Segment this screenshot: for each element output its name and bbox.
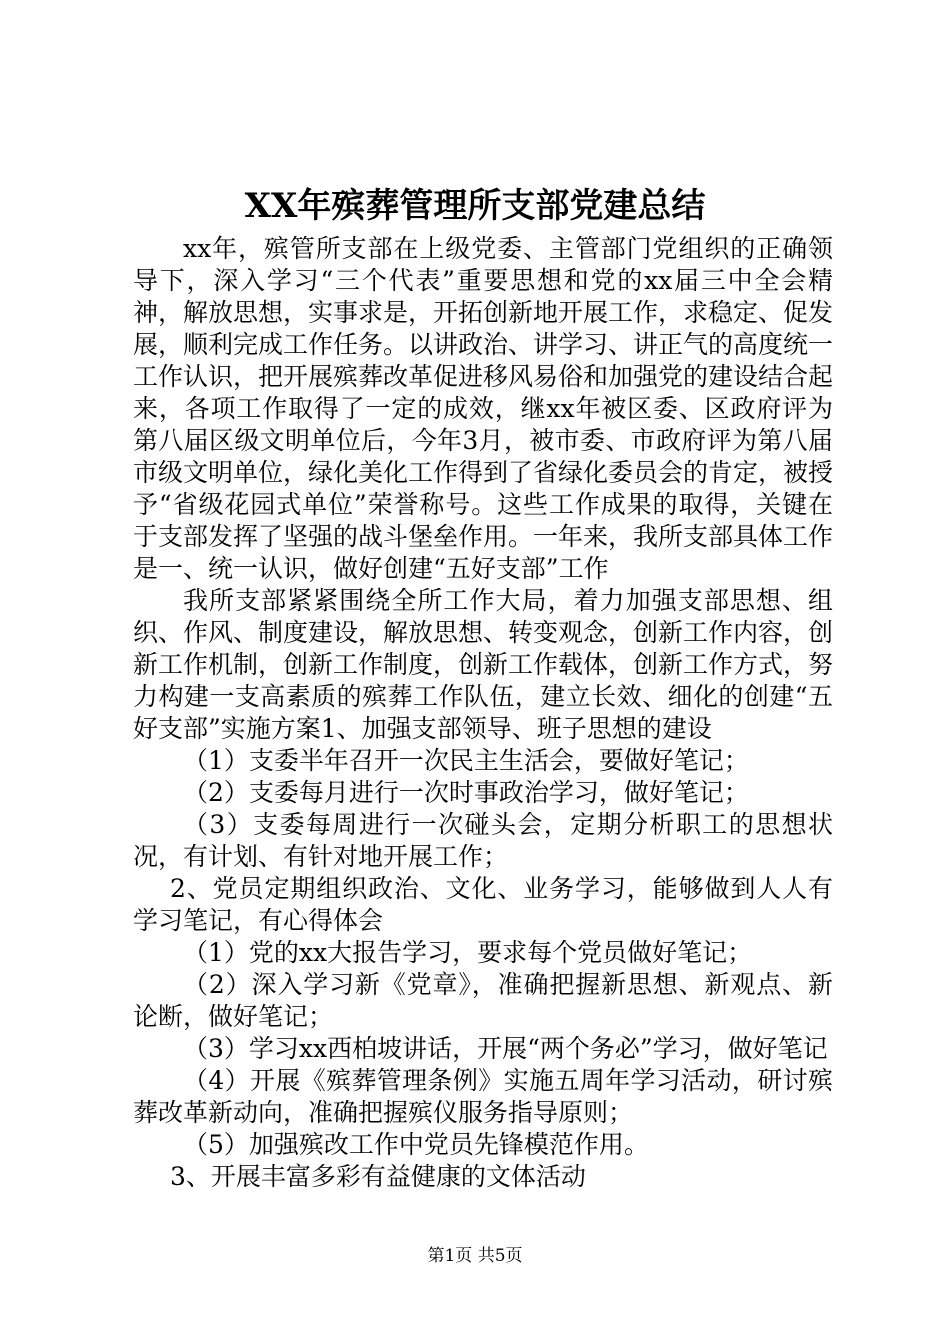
list-item: （3）支委每周进行一次碰头会，定期分析职工的思想状况，有计划、有针对地开展工作； (133, 810, 833, 871)
list-item: （2）深入学习新《党章》，准确把握新思想、新观点、新论断，做好笔记； (133, 970, 833, 1031)
list-item: （2）支委每月进行一次时事政治学习，做好笔记； (183, 778, 749, 807)
section-heading: 3、开展丰富多彩有益健康的文体活动 (170, 1162, 586, 1191)
list-item: （1）党的xx大报告学习，要求每个党员做好笔记； (183, 938, 753, 967)
list-item: （3）学习xx西柏坡讲话，开展“两个务必”学习，做好笔记 (183, 1034, 828, 1063)
page-footer: 第1页 共5页 (427, 1246, 523, 1266)
list-item: （4）开展《殡葬管理条例》实施五周年学习活动，研讨殡葬改革新动向，准确把握殡仪服务指导原则； (133, 1066, 833, 1127)
document-body (133, 233, 833, 1193)
list-item: （1）支委半年召开一次民主生活会，要做好笔记； (183, 746, 749, 775)
document-title: XX年殡葬管理所支部党建总结 (244, 186, 706, 226)
paragraph-intro: xx年，殡管所支部在上级党委、主管部门党组织的正确领导下，深入学习“三个代表”重要思想和党的xx届三中全会精神，解放思想，实事求是，开拓创新地开展工作，求稳定、促发展，顺利完成工作任务。以讲政治、讲学习、讲正气的高度统一工作认识，把开展殡葬改革促进移风易俗和加强党的建设结合起来，各项工作取得了一定的成效，继xx年被区委、区政府评为第八届区级文明单位后，今年3月，被市委、市政府评为第八届市级文明单位，绿化美化工作得到了省绿化委员会的肯定，被授予“省级花园式单位”荣誉称号。这些工作成果的取得，关键在于支部发挥了坚强的战斗堡垒作用。一年来，我所支部具体工作是一、统一认识，做好创建“五好支部”工作 (133, 234, 834, 583)
section-heading: 2、党员定期组织政治、文化、业务学习，能够做到人人有学习笔记，有心得体会 (133, 874, 833, 935)
list-item: （5）加强殡改工作中党员先锋模范作用。 (183, 1130, 649, 1159)
paragraph-five-good-branch: 我所支部紧紧围绕全所工作大局，着力加强支部思想、组织、作风、制度建设，解放思想、转变观念，创新工作内容，创新工作机制，创新工作制度，创新工作载体，创新工作方式，努力构建一支高素质的殡葬工作队伍，建立长效、细化的创建“五好支部”实施方案1、加强支部领导、班子思想的建设 (133, 586, 834, 743)
